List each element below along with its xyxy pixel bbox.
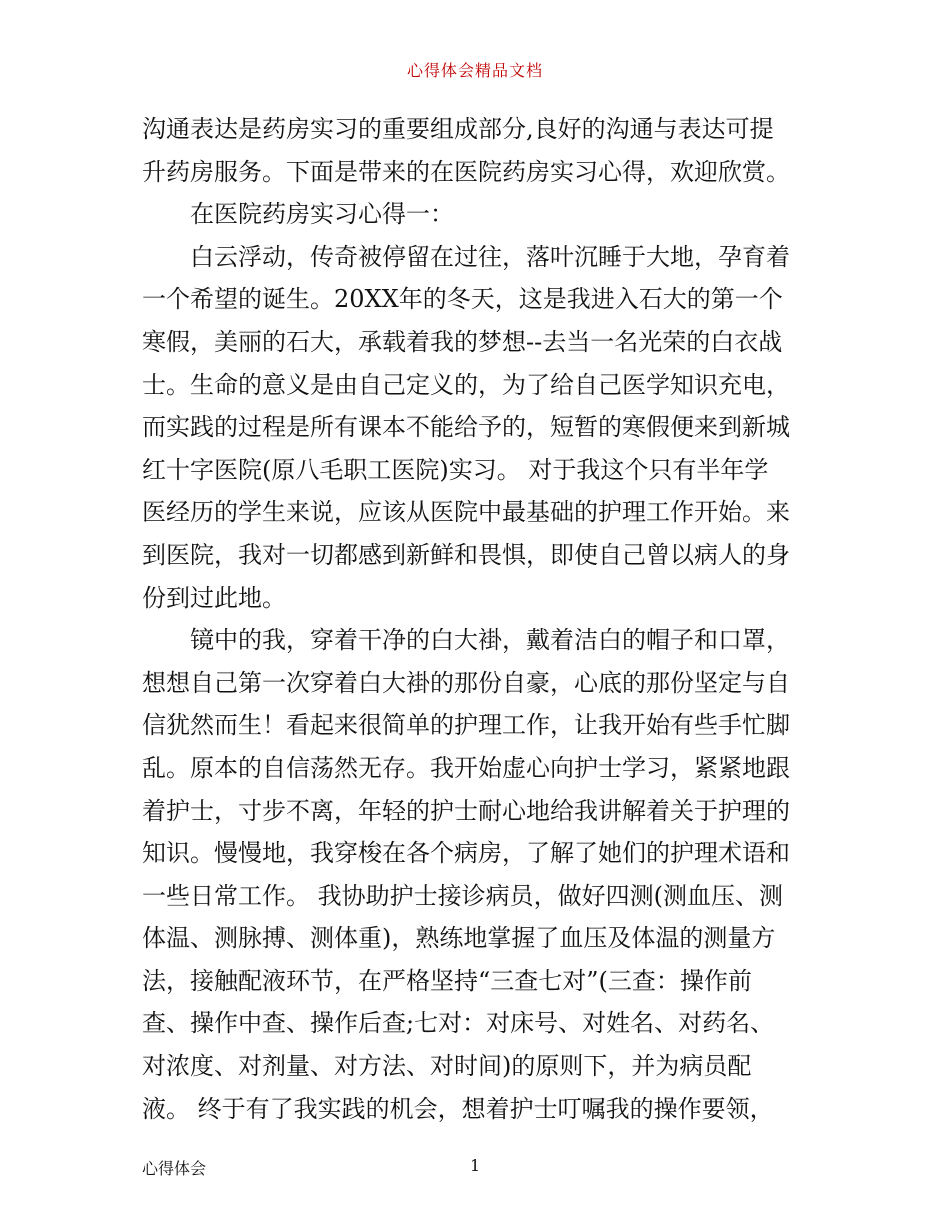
text-line: 升药房服务。下面是带来的在医院药房实习心得，欢迎欣赏。 xyxy=(142,157,790,186)
section-heading: 在医院药房实习心得一： xyxy=(190,200,454,229)
footer-label: 心得体会 xyxy=(142,1159,207,1178)
text-line: 份到过此地。 xyxy=(142,583,286,612)
text-line: 到医院，我对一切都感到新鲜和畏惧，即使自己曾以病人的身 xyxy=(142,540,790,569)
text-line: 红十字医院(原八毛职工医院)实习。 对于我这个只有半年学 xyxy=(142,455,769,484)
text-line: 而实践的过程是所有课本不能给予的，短暂的寒假便来到新城 xyxy=(142,413,790,442)
text-line: 信犹然而生！看起来很简单的护理工作，让我开始有些手忙脚 xyxy=(142,711,790,740)
document-body xyxy=(142,108,814,1130)
text-line: 一些日常工作。 我协助护士接诊病员，做好四测(测血压、测 xyxy=(142,881,783,910)
text-line: 对浓度、对剂量、对方法、对时间)的原则下，并为病员配 xyxy=(142,1052,752,1081)
text-line: 液。 终于有了我实践的机会，想着护士叮嘱我的操作要领， xyxy=(142,1094,774,1123)
text-line: 法，接触配液环节，在严格坚持“三查七对”(三查：操作前 xyxy=(142,966,752,995)
text-line: 镜中的我，穿着干净的白大褂，戴着洁白的帽子和口罩， xyxy=(190,626,790,655)
text-line: 白云浮动，传奇被停留在过往，落叶沉睡于大地，孕育着 xyxy=(190,242,790,271)
text-line: 知识。慢慢地，我穿梭在各个病房，了解了她们的护理术语和 xyxy=(142,839,790,868)
text-line: 乱。原本的自信荡然无存。我开始虚心向护士学习，紧紧地跟 xyxy=(142,753,790,782)
text-line: 着护士，寸步不离，年轻的护士耐心地给我讲解着关于护理的 xyxy=(142,796,790,825)
text-line: 医经历的学生来说，应该从医院中最基础的护理工作开始。来 xyxy=(142,498,790,527)
text-line: 一个希望的诞生。20XX年的冬天，这是我进入石大的第一个 xyxy=(142,285,783,314)
text-line: 沟通表达是药房实习的重要组成部分,良好的沟通与表达可提 xyxy=(142,115,774,143)
page-number: 1 xyxy=(470,1156,481,1175)
text-line: 寒假，美丽的石大，承载着我的梦想--去当一名光荣的白衣战 xyxy=(142,327,783,356)
text-line: 士。生命的意义是由自己定义的，为了给自己医学知识充电， xyxy=(142,370,790,399)
page-header-title: 心得体会精品文档 xyxy=(406,61,543,80)
text-line: 查、操作中查、操作后查;七对：对床号、对姓名、对药名、 xyxy=(142,1009,775,1038)
text-line: 想想自己第一次穿着白大褂的那份自豪，心底的那份坚定与自 xyxy=(142,668,790,697)
text-line: 体温、测脉搏、测体重)，熟练地掌握了血压及体温的测量方 xyxy=(142,924,776,953)
